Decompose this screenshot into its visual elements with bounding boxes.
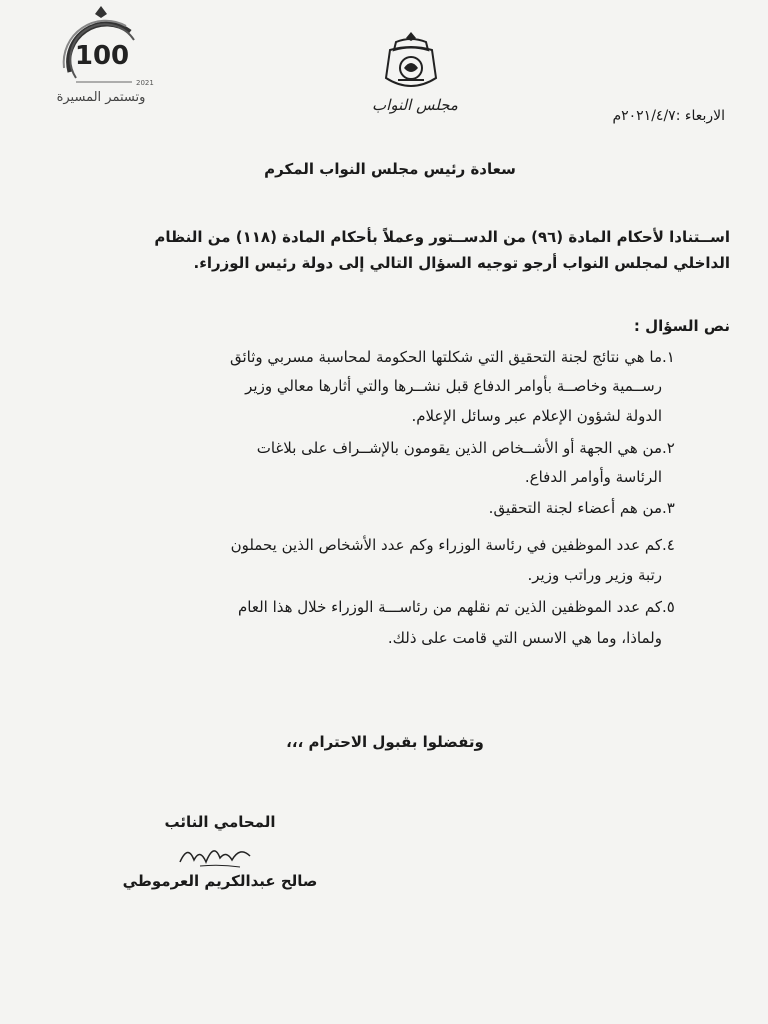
- question-line: [110, 596, 690, 618]
- signer-title: المحامي النائب: [164, 813, 276, 831]
- logo-year: 2021: [136, 79, 154, 87]
- question-line: الرئاسة وأوامر الدفاع.: [524, 468, 662, 486]
- parliament-mark: مجلس النواب: [372, 96, 458, 114]
- salutation: سعادة رئيس مجلس النواب المكرم: [264, 160, 516, 178]
- question-number: ٤.: [662, 536, 675, 554]
- question-line: رســمية وخاصــة بأوامر الدفاع قبل نشــرها والتي أثارها معالي وزير: [245, 377, 662, 395]
- question-line: [110, 534, 690, 556]
- handwritten-signature: [170, 840, 270, 870]
- question-text: كم عدد الموظفين الذين تم نقلهم من رئاســـة الوزراء خلال هذا العام: [237, 598, 662, 616]
- crest-emblem: [376, 28, 446, 98]
- question-number: ٢.: [662, 439, 675, 457]
- question-number: ١.: [662, 348, 675, 366]
- question-line: [110, 437, 690, 459]
- question-text: من هم أعضاء لجنة التحقيق.: [488, 499, 662, 517]
- question-line: [110, 346, 690, 368]
- intro-line: اســتنادا لأحكام المادة (٩٦) من الدســتور وعملاً بأحكام المادة (١١٨) من النظام: [154, 228, 730, 246]
- question-line: [110, 497, 690, 519]
- closing-line: وتفضلوا بقبول الاحترام ،،،: [286, 733, 484, 751]
- question-line: رتبة وزير وراتب وزير.: [527, 566, 662, 584]
- letter-date: الاربعاء :٢٠٢١/٤/٧م: [612, 108, 725, 124]
- question-label: نص السؤال :: [633, 317, 730, 335]
- signer-name: صالح عبدالكريم العرموطي: [122, 872, 318, 890]
- question-line: ولماذا، وما هي الاسس التي قامت على ذلك.: [387, 629, 662, 647]
- question-text: من هي الجهة أو الأشــخاص الذين يقومون بالإشــراف على بلاغات: [256, 439, 662, 457]
- logo-tagline: وتستمر المسيرة: [56, 90, 146, 105]
- question-number: ٥.: [662, 598, 675, 616]
- intro-line: الداخلي لمجلس النواب أرجو توجيه السؤال التالي إلى دولة رئيس الوزراء.: [193, 254, 730, 272]
- question-text: كم عدد الموظفين في رئاسة الوزراء وكم عدد الأشخاص الذين يحملون: [230, 536, 662, 554]
- question-number: ٣.: [662, 499, 675, 517]
- question-text: ما هي نتائج لجنة التحقيق التي شكلتها الحكومة لمحاسبة مسربي وثائق: [229, 348, 662, 366]
- logo-number: 100: [74, 41, 130, 71]
- question-line: الدولة لشؤون الإعلام عبر وسائل الإعلام.: [411, 407, 662, 425]
